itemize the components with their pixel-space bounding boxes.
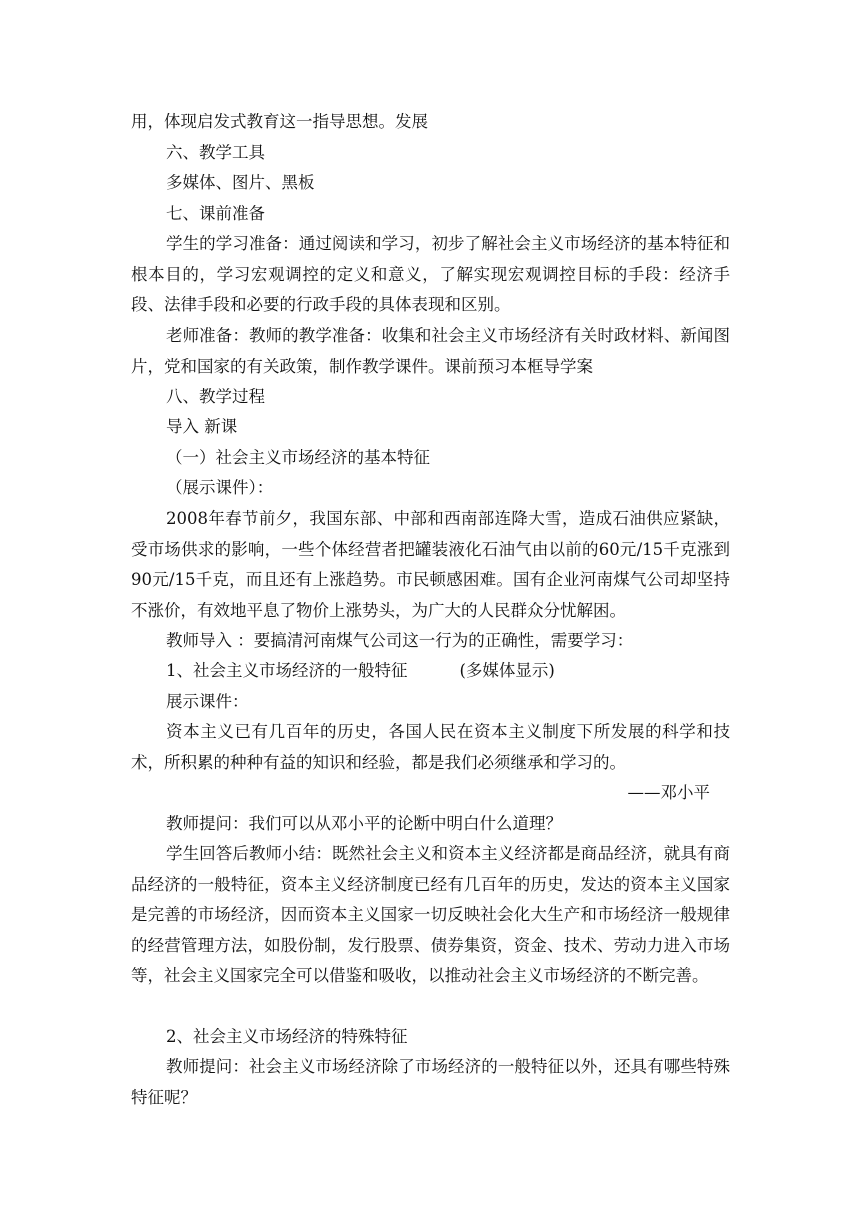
paragraph-continuation: 用，体现启发式教育这一指导思想。发展 [131,112,428,131]
paragraph-tools-list: 多媒体、图片、黑板 [166,173,315,192]
paragraph-teacher-intro: 教师导入 ：要搞清河南煤气公司这一行为的正确性，需要学习： [166,631,634,650]
paragraph-show-courseware: （展示课件）： [166,478,274,497]
paragraph-teacher-question-2: 教师提问：社会主义市场经济除了市场经济的一般特征以外，还具有哪些特殊特征呢？ [131,1057,730,1107]
paragraph-summary: 学生回答后教师小结：既然社会主义和资本主义经济都是商品经济，就具有商品经济的一般特征，资本主义经济制度已经有几百年的历史，发达的资本主义国家是完善的市场经济，因而资本主义国家一切反映社会化大生产和市场经济一般规律的经营管理方法，如股份制，发行股票、债券集资，资金、技术、劳动力进入市场等，社会主义国家完全可以借鉴和吸收，以推动社会主义市场经济的不断完善。 [131,844,730,985]
heading-teaching-process: 八、教学过程 [166,387,265,406]
paragraph-case-2008: 2008年春节前夕，我国东部、中部和西南部连降大雪，造成石油供应紧缺，受市场供求的影响，一些个体经营者把罐装液化石油气由以前的60元/15千克涨到90元/15千克，而且还有上涨趋势。市民顿感困难。国有企业河南煤气公司却坚持不涨价，有效地平息了物价上涨势头，为广大的人民群众分忧解困。 [131,509,730,620]
heading-general-features [131,656,730,687]
paragraph-new-lesson: 导入 新课 [166,417,238,436]
paragraph-show-courseware-2: 展示课件： [166,692,249,711]
multimedia-note: (多媒体显示) [459,661,555,680]
quote-attribution: ——邓小平 [627,783,710,802]
heading-special-features: 2、社会主义市场经济的特殊特征 [166,1027,408,1046]
heading-basic-features: （一）社会主义市场经济的基本特征 [166,448,430,467]
heading-preparation: 七、课前准备 [166,204,265,223]
general-features-title: 1、社会主义市场经济的一般特征 [166,661,408,680]
paragraph-student-preparation: 学生的学习准备：通过阅读和学习，初步了解社会主义市场经济的基本特征和根本目的，学习宏观调控的定义和意义，了解实现宏观调控目标的手段：经济手段、法律手段和必要的行政手段的具体表现和区别。 [131,234,730,314]
paragraph-teacher-question: 教师提问：我们可以从邓小平的论断中明白什么道理？ [166,814,562,833]
paragraph-quote: 资本主义已有几百年的历史，各国人民在资本主义制度下所发展的科学和技术，所积累的种种有益的知识和经验，都是我们必须继承和学习的。 [131,722,730,772]
paragraph-teacher-preparation: 老师准备：教师的教学准备：收集和社会主义市场经济有关时政材料、新闻图片，党和国家的有关政策，制作教学课件。课前预习本框导学案 [131,326,730,376]
heading-teaching-tools: 六、教学工具 [166,143,265,162]
